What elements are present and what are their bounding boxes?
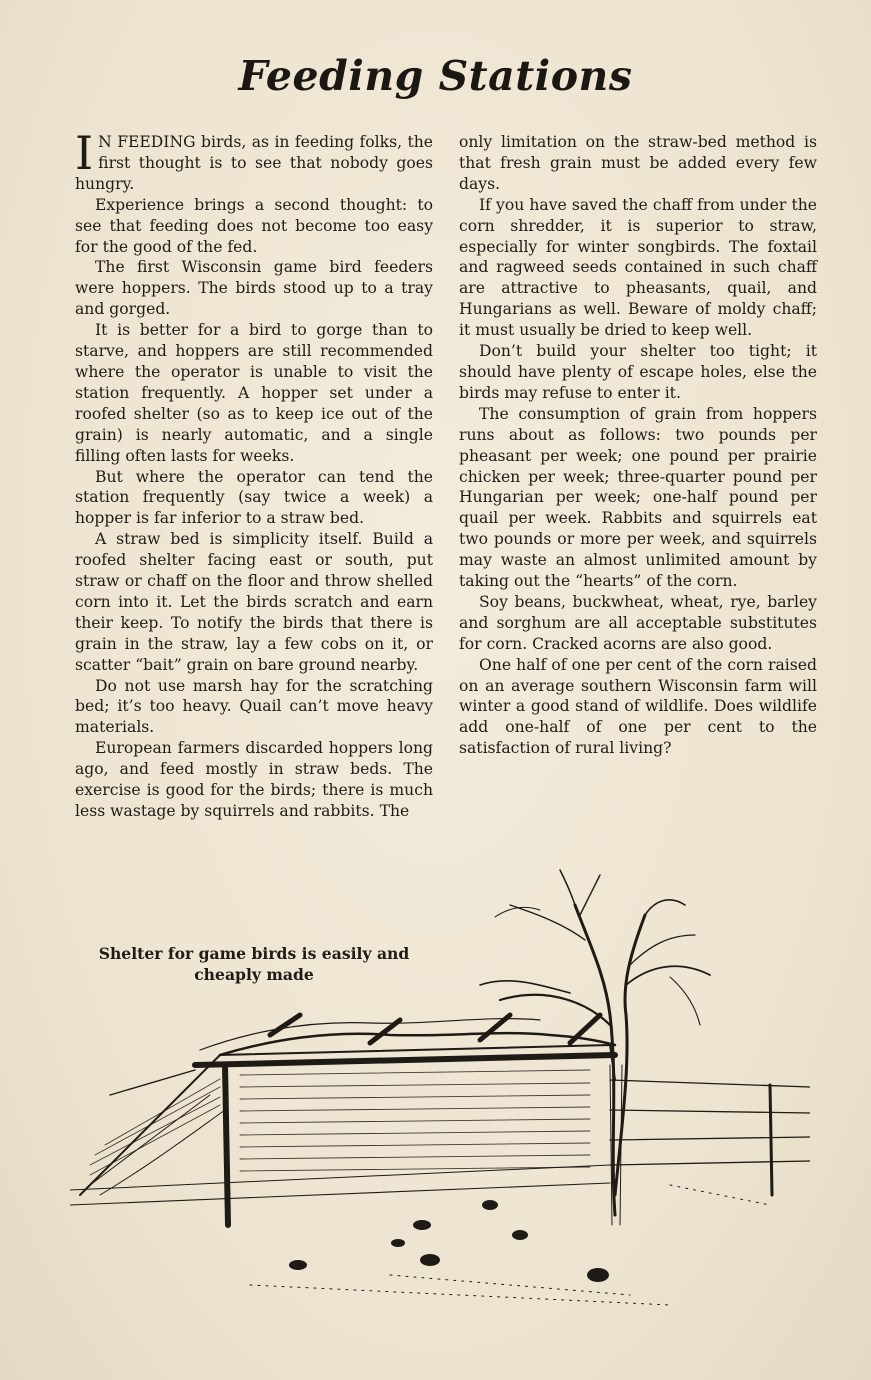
- paragraph: European farmers discarded hoppers long ago, and feed mostly in straw beds. The exercise is good for the birds; there is much less wastage by squirrels and rabbits. The: [75, 739, 433, 820]
- birds-drawing: [289, 1200, 609, 1282]
- paragraph: Experience brings a second thought: to see that feeding does not become too easy for the good of the fed.: [75, 195, 433, 256]
- paragraph: Don’t build your shelter too tight; it should have plenty of escape holes, else the birds may refuse to enter it.: [459, 342, 817, 402]
- shelter-illustration: [70, 865, 810, 1315]
- article-title: Feeding Stations: [238, 52, 633, 100]
- paragraph: I N FEEDING birds, as in feeding folks, the first thought is to see that nobody goes hungry.: [75, 126, 433, 193]
- paragraph: It is better for a bird to gorge than to starve, and hoppers are still recommended where the operator is unable to visit the station frequently. A hopper set under a roofed shelter (so as to keep ice out of the grain) is nearly automatic, and a single filling often lasts for weeks.: [75, 321, 433, 465]
- paragraph: The first Wisconsin game bird feeders were hoppers. The birds stood up to a tray and gorged.: [75, 258, 433, 319]
- right-column: [459, 132, 817, 759]
- drop-cap: I: [75, 126, 94, 180]
- fence-drawing: [70, 1080, 810, 1205]
- paragraph: If you have saved the chaff from under the corn shredder, it is superior to straw, especially for winter songbirds. The foxtail and ragweed seeds contained in such chaff are attractive to pheasants, quail, and Hungarians as well. Beware of moldy chaff; it must usually be dried to keep well.: [459, 195, 817, 340]
- paragraph: But where the operator can tend the station frequently (say twice a week) a hopper is far inferior to a straw bed.: [75, 467, 433, 528]
- paragraph: The consumption of grain from hoppers runs about as follows: two pounds per pheasant per week; one pound per prairie chicken per week; three-quarter pound per Hungarian per week; one-half pound per quail per week. Rabbits and squirrels eat two pounds or more per week, and squirrels may waste an almost unlimited amount by taking out the “hearts” of the corn.: [459, 404, 817, 591]
- ground-marks: [250, 1185, 770, 1305]
- paragraph: Do not use marsh hay for the scratching bed; it’s too heavy. Quail can’t move heavy materials.: [75, 676, 433, 737]
- paragraph: One half of one per cent of the corn raised on an average southern Wisconsin farm will winter a good stand of wildlife. Does wildlife add one-half of one per cent to the satisfaction of rural living?: [459, 655, 817, 758]
- left-column: [75, 126, 433, 822]
- illustration-caption: Shelter for game birds is easily and cheaply made: [98, 944, 410, 984]
- shelter-shading: [90, 1070, 590, 1175]
- paragraph: A straw bed is simplicity itself. Build a roofed shelter facing east or south, put straw or chaff on the floor and throw shelled corn into it. Let the birds scratch and earn their keep. To notify the birds that there is grain in the straw, lay a few cobs on it, or scatter “bait” grain on bare ground nearby.: [75, 530, 433, 674]
- paragraph-continuation: only limitation on the straw-bed method is that fresh grain must be added every few days.: [459, 133, 817, 193]
- paragraph: Soy beans, buckwheat, wheat, rye, barley and sorghum are all acceptable substitutes for corn. Cracked acorns are also good.: [459, 592, 817, 653]
